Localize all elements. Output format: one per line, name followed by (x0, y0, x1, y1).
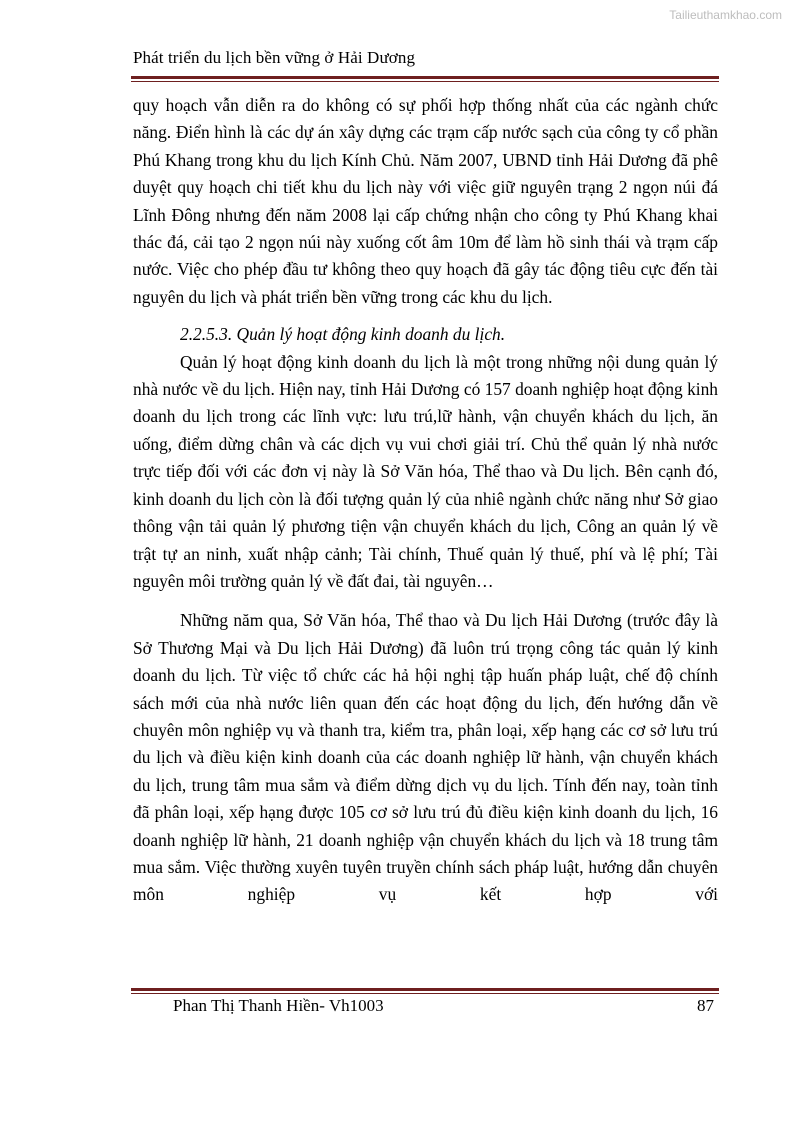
paragraph-1: quy hoạch vẫn diễn ra do không có sự phối hợp thống nhất của các ngành chức năng. Điển hình là các dự án xây dựng các trạm cấp nước sạch của công ty cổ phần Phú Khang trong khu du lịch Kính Chủ. Năm 2007, UBND tỉnh Hải Dương đã phê duyệt quy hoạch chi tiết khu du lịch này với việc giữ nguyên trạng 2 ngọn núi đá Lĩnh Đông nhưng đến năm 2008 lại cấp chứng nhận cho công ty Phú Khang khai thác đá, cải tạo 2 ngọn núi này xuống cốt âm 10m để làm hồ sinh thái và trạm cấp nước. Việc cho phép đầu tư không theo quy hoạch đã gây tác động tiêu cực đến tài nguyên du lịch và phát triển bền vững trong các khu du lịch. (133, 95, 718, 307)
footer-author: Phan Thị Thanh Hiền- Vh1003 (173, 996, 384, 1015)
header-rule-thin (131, 81, 719, 82)
paragraph-3: Những năm qua, Sở Văn hóa, Thể thao và Du lịch Hải Dương (trước đây là Sở Thương Mại và Du lịch Hải Dương) đã luôn trú trọng công tác quản lý kinh doanh du lịch. Từ việc tổ chức các hả hội nghị tập huấn pháp luật, chế độ chính sách mới của nhà nước liên quan đến các hoạt động du lịch, đến hướng dẫn về chuyên môn nghiệp vụ và thanh tra, kiểm tra, phân loại, xếp hạng các cơ sở lưu trú du lịch và điều kiện kinh doanh của các doanh nghiệp lữ hành, vận chuyển khách du lịch, trung tâm mua sắm và điểm dừng dịch vụ du lịch. Tính đến nay, toàn tỉnh đã phân loại, xếp hạng được 105 cơ sở lưu trú đủ điều kiện kinh doanh du lịch, 16 doanh nghiệp lữ hành, 21 doanh nghiệp vận chuyển khách du lịch và 18 trung tâm mua sắm. Việc thường xuyên tuyên truyền chính sách pháp luật, hướng dẫn chuyên môn nghiệp vụ kết hợp với (133, 610, 718, 905)
header-rule-thick (131, 76, 719, 79)
footer-rule-thick (131, 988, 719, 991)
footer-rule-thin (131, 993, 719, 994)
section-heading: 2.2.5.3. Quản lý hoạt động kinh doanh du lịch. (180, 324, 506, 345)
page-body (133, 92, 718, 909)
running-header-title: Phát triển du lịch bền vững ở Hải Dương (133, 48, 416, 67)
watermark-text: Tailieuthamkhao.com (669, 8, 782, 22)
page-number: 87 (697, 996, 714, 1015)
paragraph-2: Quản lý hoạt động kinh doanh du lịch là một trong những nội dung quản lý nhà nước về du lịch. Hiện nay, tỉnh Hải Dương có 157 doanh nghiệp hoạt động kinh doanh du lịch trong các lĩnh vực: lưu trú,lữ hành, vận chuyển khách du lịch, ăn uống, điểm dừng chân và các dịch vụ vui chơi giải trí. Chủ thể quản lý nhà nước trực tiếp đối với các đơn vị này là Sở Văn hóa, Thể thao và Du lịch. Bên cạnh đó, kinh doanh du lịch còn là đối tượng quản lý của nhiê ngành chức năng như Sở giao thông vận tải quản lý phương tiện vận chuyển khách du lịch, Công an quản lý về trật tự an ninh, xuất nhập cảnh; Tài chính, Thuế quản lý thuế, phí và lệ phí; Tài nguyên môi trường quản lý về đất đai, tài nguyên… (133, 351, 718, 591)
